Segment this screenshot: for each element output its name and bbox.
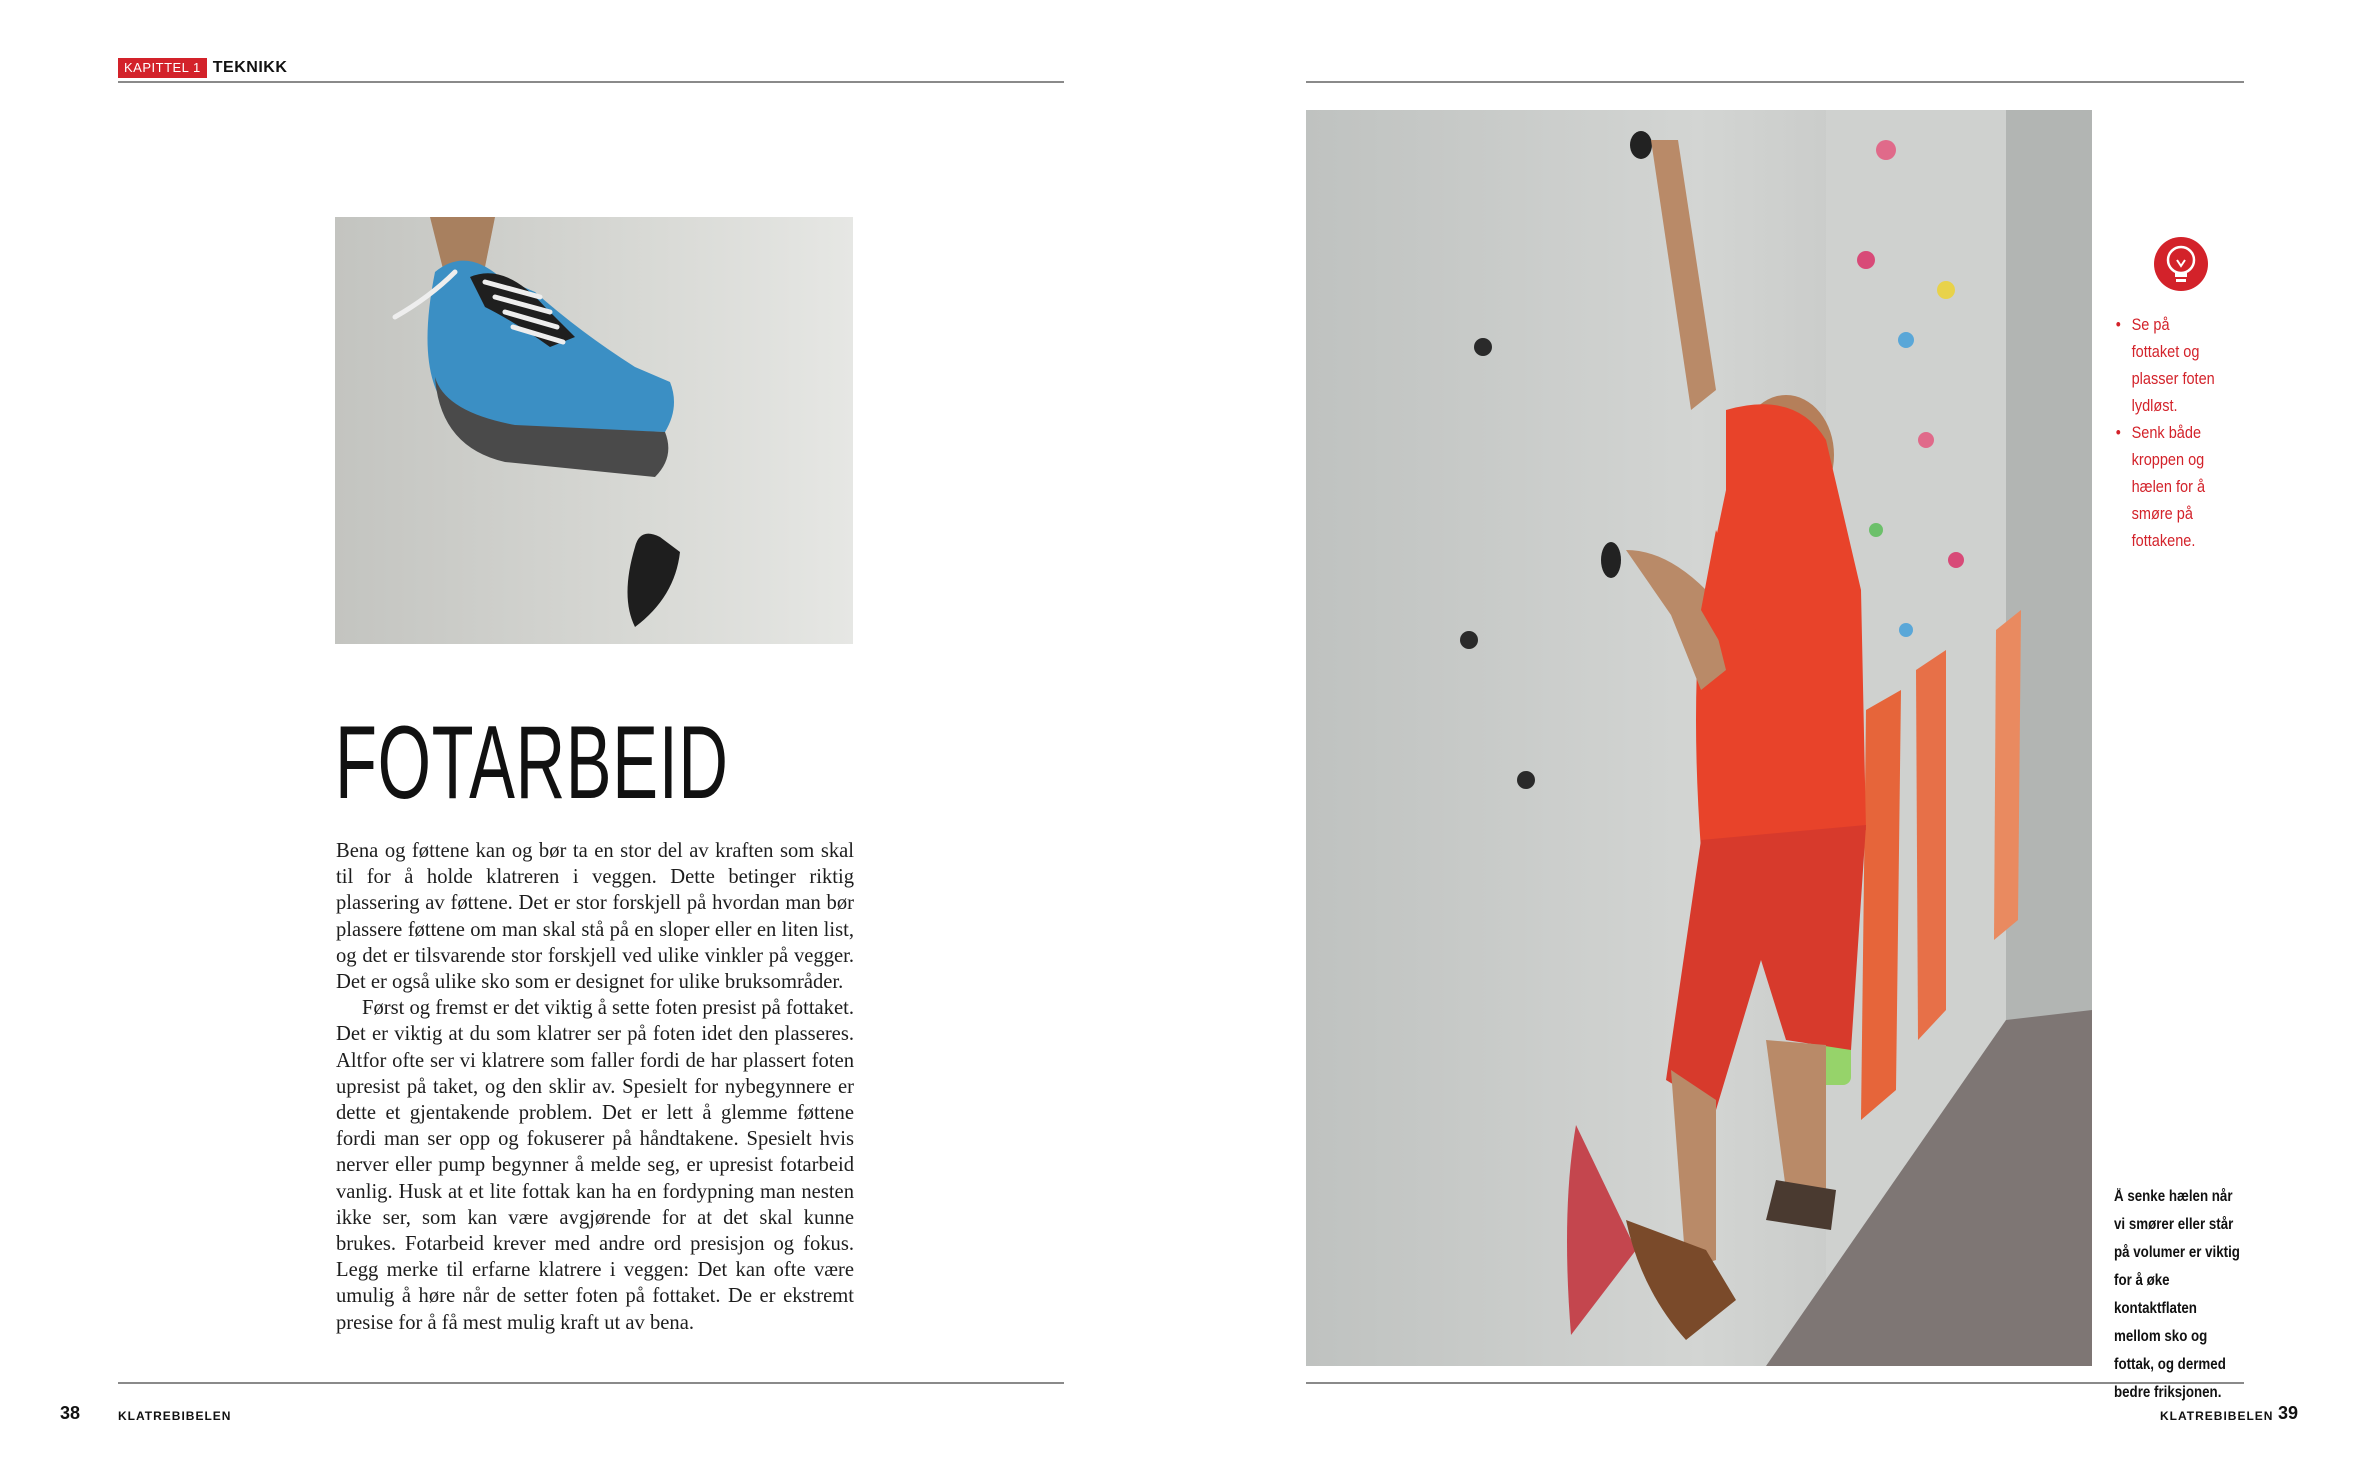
footer-rule-right: [1306, 1382, 2244, 1384]
chapter-tag: KAPITTEL 1: [118, 58, 207, 78]
body-paragraph-1: Bena og føttene kan og bør ta en stor del av kraften som skal til for å holde klatreren i veggen. Dette betinger riktig plassering av føttene. Det er stor forskjell på hvordan man bør plassere føttene om man skal stå på en sloper eller en liten list, og det er tilsvarende stor forskjell ved ulike vinkler på vegger. Det er også ulike sko som er designet for ulike bruksområder.: [336, 840, 854, 994]
footer-rule-left: [118, 1382, 1064, 1384]
header-rule-right: [1306, 81, 2244, 83]
climber-photo: [1306, 110, 2092, 1366]
article-body: [336, 838, 854, 1336]
climbing-shoe-photo: [335, 217, 853, 644]
photo-caption: Å senke hælen når vi smører eller står på volumer er viktig for å øke kontaktflaten mellom sko og fottak, og dermed bedre friksjonen.: [2114, 1188, 2240, 1401]
page-number-right: 39: [2278, 1403, 2299, 1423]
header-rule-left: [118, 81, 1064, 83]
tip-lightbulb-icon: [2153, 236, 2209, 292]
section-label: TEKNIKK: [212, 59, 288, 76]
running-title-left: KLATREBIBELEN: [118, 1409, 232, 1423]
tip-item: • Senk både kroppen og hælen for å smøre på fottakene.: [2114, 420, 2218, 555]
body-paragraph-2: Først og fremst er det viktig å sette foten presist på fottaket. Det er viktig at du som klatrer ser på foten idet den plasseres. Altfor ofte ser vi klatrere som faller fordi de har plassert foten upresist på taket, og den sklir av. Spesielt for nybegynnere er dette et gjentakende problem. Det er lett å glemme føttene fordi man ser opp og fokuserer på håndtakene. Spesielt hvis nerver eller pump begynner å melde seg, er upresist fotarbeid vanlig. Husk at et lite fottak kan ha en fordypning man nesten ikke ser, som kan være avgjørende for at det skal kunne brukes. Fotarbeid krever med andre ord presisjon og fokus. Legg merke til erfarne klatrere i veggen: Det kan ofte være umulig å høre når de setter foten på fottaket. De er ekstremt presise for å få mest mulig kraft ut av bena.: [336, 997, 854, 1334]
running-title-right: KLATREBIBELEN: [2160, 1409, 2274, 1423]
page-number-left: 38: [60, 1403, 81, 1423]
tips-list: [2114, 312, 2218, 555]
article-title: FOTARBEID: [335, 705, 729, 821]
tip-item: • Se på fottaket og plasser foten lydløst.: [2114, 312, 2218, 420]
chapter-header: [118, 58, 287, 78]
